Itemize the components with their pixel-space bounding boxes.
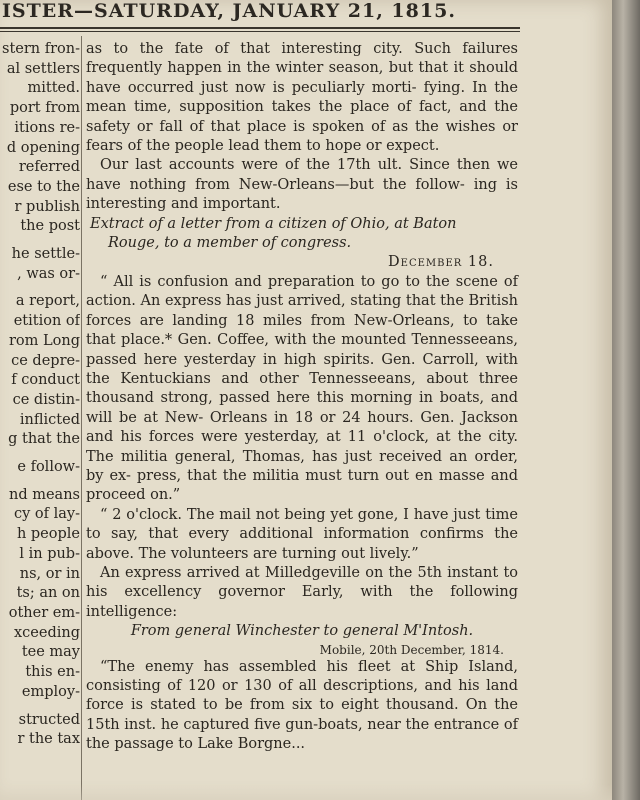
column-divider <box>81 36 82 800</box>
masthead-rule <box>0 27 520 29</box>
left-column-line: this en- <box>25 664 80 681</box>
left-column-line: l in pub- <box>19 545 80 562</box>
left-column-line: xceeding <box>13 624 80 641</box>
extract-heading <box>86 215 518 254</box>
binding-gutter <box>612 0 640 800</box>
left-column-line: h people <box>16 526 80 543</box>
paragraph-express-milledgeville: An express arrived at Milledgeville on the 5th instant to his excellency governor Early, with the following intelligence: <box>86 564 518 620</box>
winchester-heading: From general Winchester to general M'Intosh. <box>130 623 474 640</box>
left-column-line: r publish <box>14 198 80 215</box>
left-column-line: d opening <box>6 139 80 156</box>
left-column-gap <box>0 703 80 711</box>
left-column-line: mitted. <box>27 80 80 97</box>
left-column-line: itions re- <box>14 119 80 136</box>
left-column-line: etition of <box>13 313 80 330</box>
extract-heading-line-1: Extract of a letter from a citizen of Ohio, at Baton <box>90 215 457 232</box>
paragraph-two-oclock: “ 2 o'clock. The mail not being yet gone, I have just time to say, that every additional information confirms the above. The volunteers are turning out lively.” <box>86 506 518 562</box>
left-column-line: e follow- <box>17 459 80 476</box>
left-column-line: cy of lay- <box>13 506 80 523</box>
main-column <box>86 40 518 755</box>
left-column-line: the post <box>20 218 80 235</box>
left-column-line: employ- <box>21 683 80 700</box>
left-column-line: ce depre- <box>11 352 80 369</box>
left-column-line: stern fron- <box>2 41 80 57</box>
left-column-line: he settle- <box>11 246 80 263</box>
left-column-gap <box>0 284 80 292</box>
left-column-line: al settlers <box>6 60 80 77</box>
left-column-gap <box>0 478 80 486</box>
left-column-line: port from <box>9 100 80 117</box>
paragraph-last-accounts: Our last accounts were of the 17th ult. Since then we have nothing from New-Orleans—but the follow- ing is interesting and important. <box>86 157 518 213</box>
left-column-line: nd means <box>9 486 80 503</box>
left-column-line: inflicted <box>19 411 80 428</box>
dateline: December 18. <box>388 254 494 271</box>
left-column-gap <box>0 450 80 458</box>
left-column-line: tee may <box>21 644 80 661</box>
masthead: ISTER—SATURDAY, JANUARY 21, 1815. <box>2 0 456 22</box>
paragraph-enemy-fleet: “The enemy has assembled his fleet at Ship Island, consisting of 120 or 130 of all descriptions, and his land force is stated to be from six to eight thousand. On the 15th inst. he captured five gun-boats, near the entrance of the passage to Lake Borgne... <box>86 658 518 753</box>
left-column-line: a report, <box>15 293 80 310</box>
left-column-line: ce distin- <box>12 391 80 408</box>
left-column-line: r the tax <box>17 731 80 748</box>
left-column-line: g that the <box>8 431 80 448</box>
extract-heading-line-2: Rouge, to a member of congress. <box>108 235 352 252</box>
paragraph-fate-of-city: as to the fate of that interesting city. Such failures frequently happen in the winter season, but that it should have occurred just now is peculiarly morti- fying. In the mean time, supposition takes the place of fact, and the safety or fall of that place is spoken of as the wishes or fears of the people lead them to hope or expect. <box>86 41 518 155</box>
mobile-dateline: Mobile, 20th December, 1814. <box>319 642 504 657</box>
paragraph-confusion: “ All is confusion and preparation to go to the scene of action. An express has just arrived, stating that the British forces are landing 18 miles from New-Orleans, to take that place.* Gen. Coffee, with the mounted Tennesseeans, passed here yesterday in high spirits. Gen. Carroll, with the Kentuckians and other Tennesseeans, about three thousand strong, passed here this morning in boats, and will be at New- Orleans in 18 or 24 hours. Gen. Jackson and his forces were yesterday, at 11 o'clock, at the city. The militia general, Thomas, has just received an order, by ex- press, that the militia must turn out en masse and proceed on.” <box>86 273 518 504</box>
left-column-line: f conduct <box>11 372 80 389</box>
left-column-line: ts; an on <box>16 585 80 602</box>
left-column-line: rom Long <box>9 332 80 349</box>
left-column-line: other em- <box>8 604 80 621</box>
left-column-line: , was or- <box>17 265 80 282</box>
masthead-rule-thin <box>0 31 520 32</box>
left-column-gap <box>0 237 80 245</box>
page-shadow <box>0 784 612 800</box>
left-column-line: structed <box>18 711 80 728</box>
left-column-line: referred <box>18 159 80 176</box>
left-column <box>0 40 80 750</box>
left-column-line: ese to the <box>7 178 80 195</box>
left-column-line: ns, or in <box>19 565 80 582</box>
